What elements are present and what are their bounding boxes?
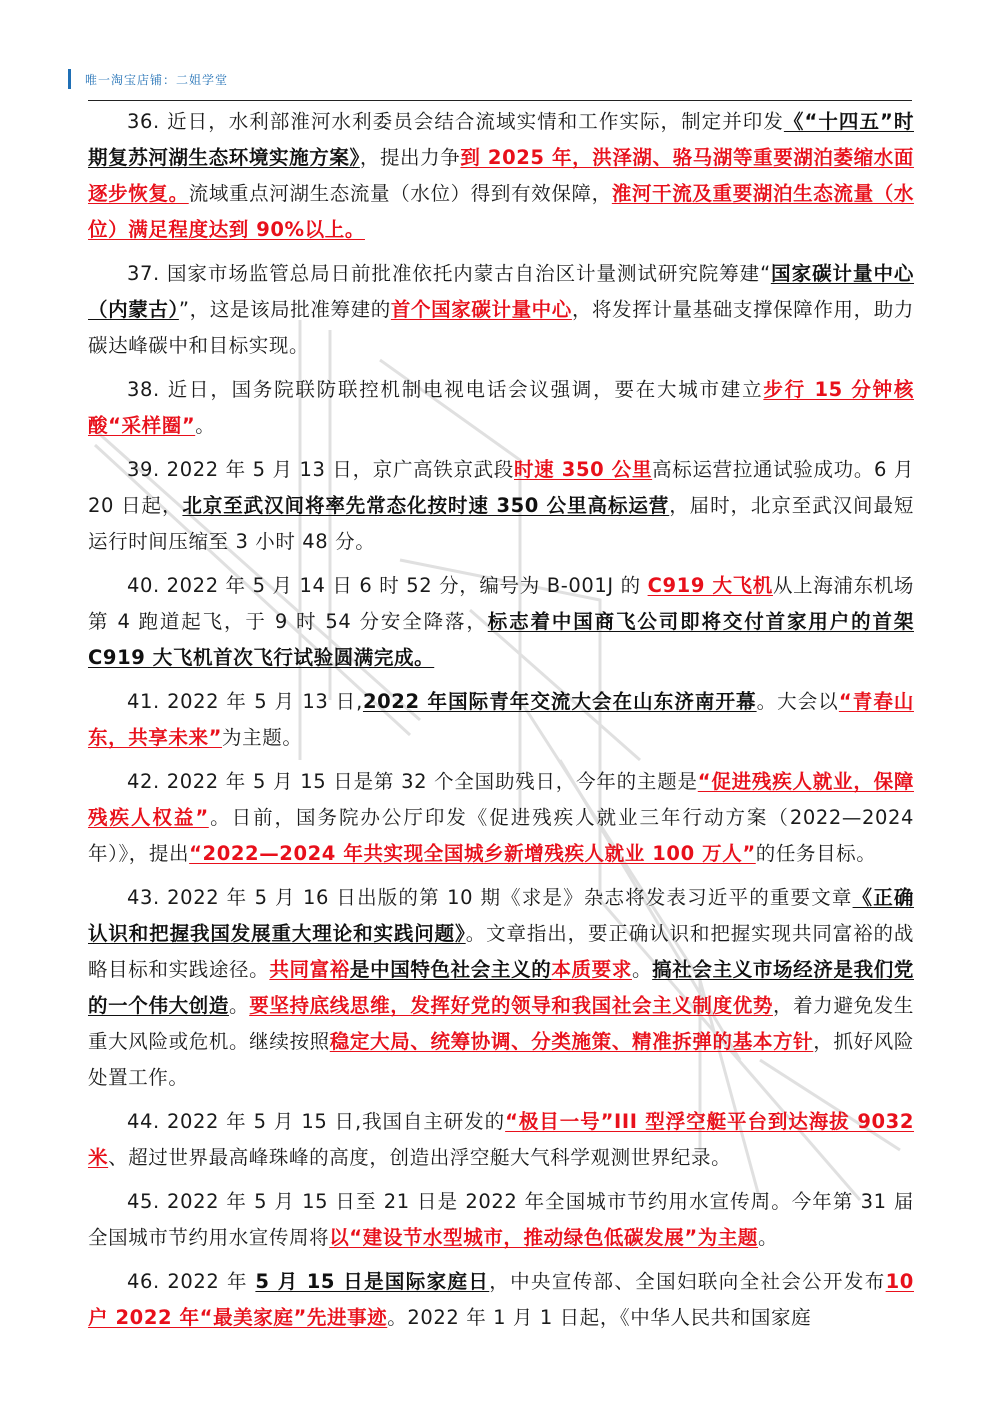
body-text: ，着力避免发生重大风险或危机。继续按照: [88, 994, 914, 1053]
body-text: 37. 国家市场监管总局日前批准依托内蒙古自治区计量测试研究院筹建“: [127, 262, 771, 285]
body-text: 。: [631, 958, 653, 981]
body-text: ，抓好风险处置工作。: [88, 1030, 914, 1089]
body-text: 。2022 年 1 月 1 日起，《中华人民共和国家庭: [387, 1306, 812, 1329]
body-text: 从上海浦东机场第 4 跑道起飞，于 9 时 54 分安全降落，: [88, 574, 914, 633]
body-text: 39. 2022 年 5 月 13 日，京广高铁京武段: [127, 458, 514, 481]
body-text: 。文章指出，要正确认识和把握实现共同富裕的战略目标和实践途径。: [88, 922, 914, 981]
highlight-bold-text: 《“十四五”时期复苏河湖生态环境实施方案》: [88, 110, 914, 169]
body-text: 。大会以: [756, 690, 839, 713]
body-text: 流域重点河湖生态流量（水位）得到有效保障，: [188, 182, 612, 205]
body-text: 。: [758, 1226, 779, 1249]
highlight-red-text: C919 大飞机: [647, 574, 773, 597]
body-text: 42. 2022 年 5 月 15 日是第 32 个全国助残日，今年的主题是: [127, 770, 698, 793]
news-item-paragraph: [88, 372, 914, 444]
news-item-paragraph: [88, 764, 914, 872]
news-item-paragraph: [88, 1264, 914, 1336]
highlight-red-text: 时速 350 公里: [514, 458, 653, 481]
highlight-red-text: 本质要求: [551, 958, 632, 981]
body-text: 43. 2022 年 5 月 16 日出版的第 10 期《求是》杂志将发表习近平的重要文章: [127, 886, 853, 909]
highlight-red-text: 10 户 2022 年“最美家庭”先进事迹: [88, 1270, 914, 1329]
body-text: 41. 2022 年 5 月 13 日,: [127, 690, 363, 713]
highlight-red-text: 以“建设节水型城市，推动绿色低碳发展”为主题: [329, 1226, 759, 1249]
body-text: 38. 近日，国务院联防联控机制电视电话会议强调，要在大城市建立: [127, 378, 764, 401]
body-text: ，将发挥计量基础支撑保障作用，助力碳达峰碳中和目标实现。: [88, 298, 914, 357]
highlight-bold-text: 《正确认识和把握我国发展重大理论和实践问题》: [88, 886, 914, 945]
highlight-red-text: 稳定大局、统筹协调、分类施策、精准拆弹的基本方针: [329, 1030, 814, 1053]
highlight-red-text: “促进残疾人就业，保障残疾人权益”: [88, 770, 914, 829]
header-accent-bar: [68, 69, 71, 89]
highlight-bold-text: 北京至武汉间将率先常态化按时速 350 公里高标运营: [182, 494, 670, 517]
highlight-red-text: 淮河干流及重要湖泊生态流量（水位）满足程度达到 90%以上。: [88, 182, 914, 241]
body-text: 。: [195, 414, 216, 437]
body-text: 44. 2022 年 5 月 15 日,我国自主研发的: [127, 1110, 506, 1133]
news-item-paragraph: [88, 104, 914, 248]
highlight-red-text: 到 2025 年，洪泽湖、骆马湖等重要湖泊萎缩水面逐步恢复。: [88, 146, 914, 205]
body-text: 45. 2022 年 5 月 15 日至 21 日是 2022 年全国城市节约用水宣传周。今年第 31 届全国城市节约用水宣传周将: [88, 1190, 914, 1249]
highlight-red-text: 首个国家碳计量中心: [390, 298, 572, 321]
highlight-bold-text: 搞社会主义市场经济是我们党的一个伟大创造: [88, 958, 914, 1017]
news-item-paragraph: [88, 452, 914, 560]
news-item-paragraph: [88, 1104, 914, 1176]
news-item-paragraph: [88, 256, 914, 364]
body-text: ，提出力争: [359, 146, 461, 169]
news-item-paragraph: [88, 684, 914, 756]
highlight-red-text: “极目一号”III 型浮空艇平台到达海拔 9032 米: [88, 1110, 915, 1169]
body-text: ”，这是该局批准筹建的: [178, 298, 391, 321]
news-item-paragraph: [88, 880, 914, 1096]
body-text: 。: [229, 994, 250, 1017]
highlight-red-text: 共同富裕: [269, 958, 350, 981]
header-divider: [88, 100, 912, 101]
highlight-bold-text: 2022 年国际青年交流大会在山东济南开幕: [362, 690, 757, 713]
highlight-bold-text: 5 月 15 日是国际家庭日: [255, 1270, 490, 1293]
document-body: [88, 104, 914, 1344]
body-text: 高标运营拉通试验成功。6 月 20 日起，: [88, 458, 915, 517]
body-text: 、超过世界最高峰珠峰的高度，创造出浮空艇大气科学观测世界纪录。: [108, 1146, 732, 1169]
highlight-red-text: 要坚持底线思维，发挥好党的领导和我国社会主义制度优势: [249, 994, 774, 1017]
body-text: 为主题。: [222, 726, 303, 749]
news-item-paragraph: [88, 568, 914, 676]
body-text: 40. 2022 年 5 月 14 日 6 时 52 分，编号为 B-001J 的: [127, 574, 648, 597]
body-text: ，中央宣传部、全国妇联向全社会公开发布: [489, 1270, 886, 1293]
body-text: 46. 2022 年: [127, 1270, 256, 1293]
body-text: ，届时，北京至武汉间最短运行时间压缩至 3 小时 48 分。: [88, 494, 914, 553]
highlight-bold-text: 标志着中国商飞公司即将交付首家用户的首架 C919 大飞机首次飞行试验圆满完成。: [88, 610, 914, 669]
highlight-red-text: “2022—2024 年共实现全国城乡新增残疾人就业 100 万人”: [189, 842, 756, 865]
body-text: 的任务目标。: [755, 842, 877, 865]
highlight-red-text: “青春山东，共享未来”: [88, 690, 914, 749]
body-text: 36. 近日，水利部淮河水利委员会结合流域实情和工作实际，制定并印发: [127, 110, 784, 133]
highlight-bold-text: 国家碳计量中心（内蒙古）: [88, 262, 915, 321]
body-text: 。日前，国务院办公厅印发《促进残疾人就业三年行动方案（2022—2024 年）》，提出: [88, 806, 915, 865]
header-shop-text: 唯一淘宝店铺：二姐学堂: [85, 72, 229, 87]
news-item-paragraph: [88, 1184, 914, 1256]
page-header: [68, 68, 228, 90]
highlight-red-text: 步行 15 分钟核酸“采样圈”: [88, 378, 914, 437]
highlight-bold-text: 是中国特色社会主义的: [349, 958, 552, 981]
